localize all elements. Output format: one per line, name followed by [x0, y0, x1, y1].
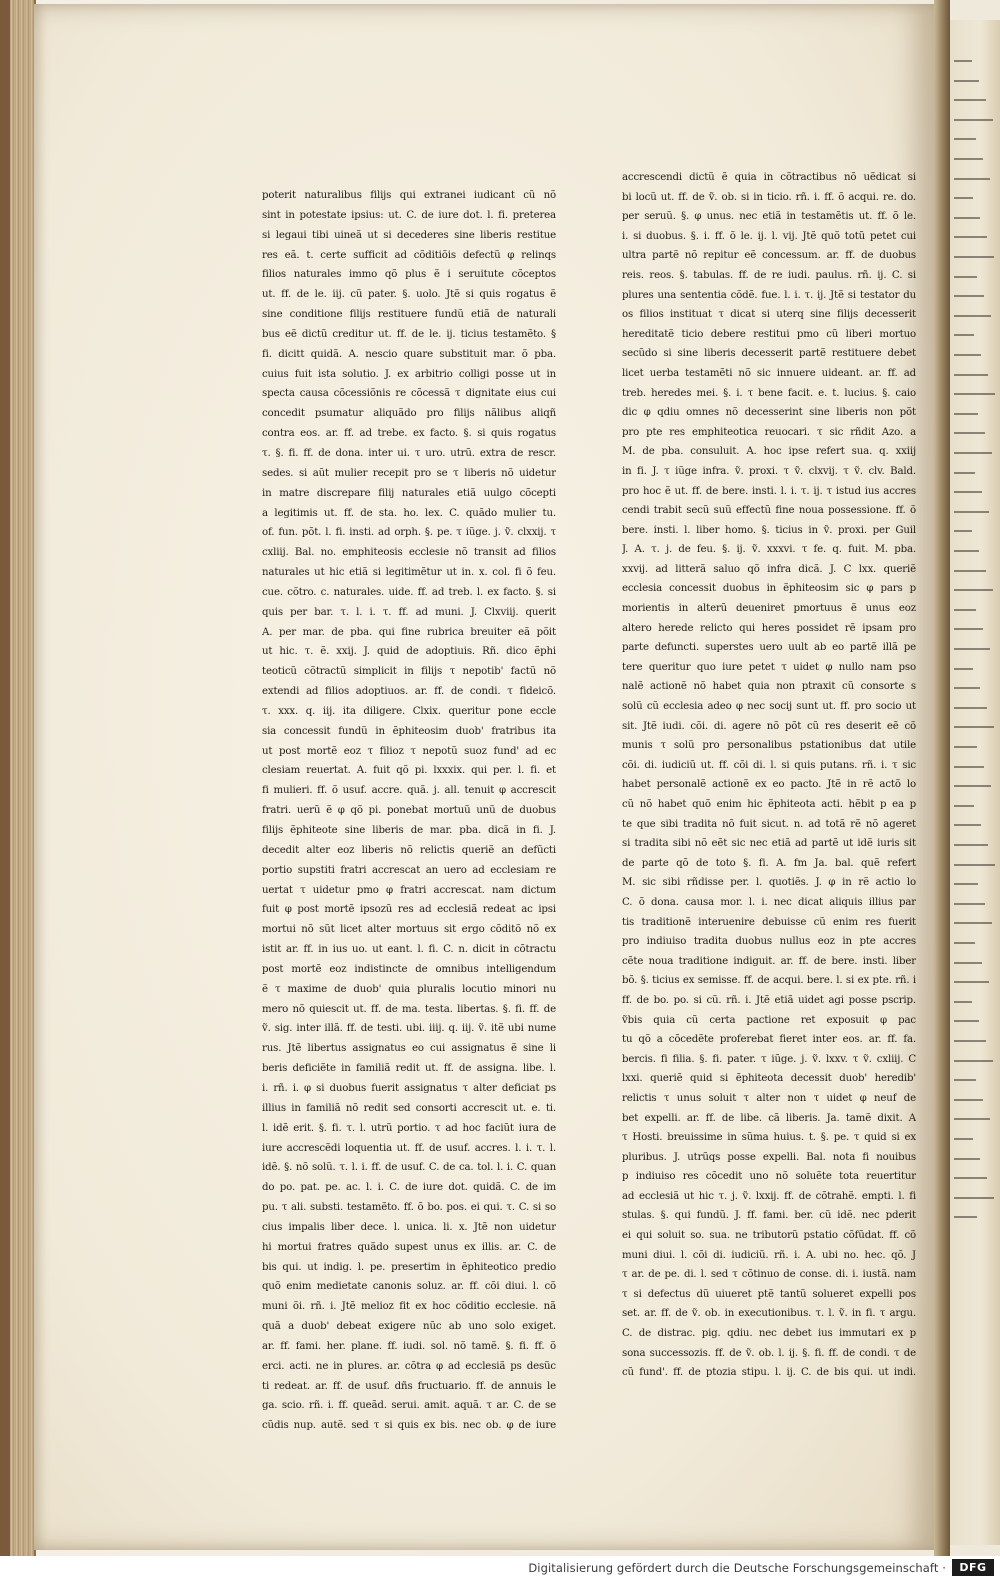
text-line: filios naturales immo qõ plus ẽ i seruitute cõceptos [262, 269, 556, 281]
facing-page-text-fragment [954, 158, 983, 160]
facing-page-text-fragment [954, 1001, 972, 1003]
text-line: cxliij. Bal. no. emphiteosis ecclesie nõ transit ad filios [262, 547, 556, 559]
facing-page-text-fragment [954, 864, 995, 866]
text-line: xxvij. ad litterã saluo qõ infra dicã. J. C lxx. queriẽ [622, 563, 916, 575]
facing-page-text-fragment [954, 1060, 993, 1062]
facing-page-text-fragment [954, 315, 991, 317]
text-line: cendi trabit secũ suũ effectũ fine noua possessione. ff. õ [622, 505, 916, 517]
text-line: sedes. si aũt mulier recepit pro se τ liberis nõ uidetur [262, 467, 556, 479]
text-line: sine conditione filijs restituere fundũ etiã de naturali [262, 309, 556, 321]
text-line: ẽ τ maxime de duob' quia pluralis locutio minori nu [262, 983, 556, 995]
facing-page-text-fragment [954, 80, 979, 82]
text-line: iure accrescẽdi loquentia ut. ff. de usuf. accres. l. i. τ. l. [262, 1142, 556, 1154]
text-line: ei qui soluit so. sua. ne tributorũ pstatio cõfũdat. ff. cõ [622, 1230, 916, 1242]
text-line: do po. pat. pe. ac. l. i. C. de iure dot. quidã. C. de im [262, 1182, 556, 1194]
facing-page-text-fragment [954, 276, 977, 278]
facing-page-text-fragment [954, 334, 974, 336]
text-line: i. si duobus. §. i. ff. õ le. ij. l. vij. Jtẽ quõ totũ petet cui [622, 230, 916, 242]
text-line: lxxi. queriẽ quid si ẽphiteota decessit duob' heredib' [622, 1073, 916, 1085]
facing-page-text-fragment [954, 962, 982, 964]
text-line: hi mortui fratres quãdo supest unus ex illis. ar. C. de [262, 1241, 556, 1253]
text-line: tu qõ a cõcedẽte proferebat fieret inter eos. ar. ff. fa. [622, 1034, 916, 1046]
text-line: extendi ad filios adoptiuos. ar. ff. de condi. τ fideicõ. [262, 686, 556, 698]
text-line: portio supstiti fratri accrescat an uero ad ecclesiam re [262, 864, 556, 876]
text-line: nalẽ actionẽ nõ habet quia non ptraxit cũ consorte s [622, 681, 916, 693]
text-line: A. per mar. de pba. qui fine rubrica breuiter eã põit [262, 626, 556, 638]
text-line: tere queritur quo iure petet τ uidet φ nullo nam pso [622, 661, 916, 673]
text-line: accrescendi dictũ ẽ quia in cõtractibus nõ uẽdicat si [622, 172, 916, 183]
text-line: fratri. uerũ ẽ φ qõ pi. ponebat mortuũ unũ de duobus [262, 805, 556, 817]
text-line: bercis. fi filia. §. fi. pater. τ iũge. j. ṽ. lxxv. τ ṽ. cxliij. C [622, 1053, 916, 1065]
text-line: cius impalis liber dece. l. unica. li. x. Jtẽ non uidetur [262, 1221, 556, 1233]
facing-page-text-fragment [954, 942, 975, 944]
text-line: quis per bar. τ. l. i. τ. ff. ad muni. J. Clxviij. querit [262, 606, 556, 618]
text-line: hereditatẽ ticio debere restitui pmo cũ liberi mortuo [622, 328, 916, 340]
text-line: ecclesia concessit duobus in ẽphiteosim sic φ pars p [622, 583, 916, 595]
text-line: pro indiuiso tradita duobus nullus eoz in pte accres [622, 936, 916, 948]
text-line: in matre discrepare filij naturales etiã uulgo cõcepti [262, 487, 556, 499]
facing-page-text-fragment [954, 550, 979, 552]
text-line: sint in potestate ipsius: ut. C. de iure dot. l. fi. preterea [262, 209, 556, 221]
text-line: licet uerba testamẽti nõ sic innuere uideant. ar. ff. ad [622, 367, 916, 379]
facing-page-text-fragment [954, 981, 989, 983]
text-line: specta causa cõcessiõnis re cõcessã τ dignitate eius cui [262, 388, 556, 400]
facing-page-text-fragment [954, 138, 976, 140]
facing-page-text-fragment [954, 1158, 980, 1160]
facing-page-text-fragment [954, 1099, 983, 1101]
facing-page-text-fragment [954, 1138, 973, 1140]
dfg-logo: DFG [952, 1559, 994, 1576]
facing-page-text-fragment [954, 726, 994, 728]
text-line: contra eos. ar. ff. ad trebe. ex facto. §. si quis rogatus [262, 428, 556, 440]
text-line: morientis in alterũ deueniret pmortuus ẽ unus eoz [622, 603, 916, 615]
text-line: ad ecclesiã ut hic τ. j. ṽ. lxxij. ff. de cõtrahẽ. empti. l. fi [622, 1190, 916, 1202]
facing-page-text-fragment [954, 374, 988, 376]
text-line: a legitimis ut. ff. de sta. ho. lex. C. quãdo mulier tu. [262, 507, 556, 519]
book-cover-board [0, 0, 10, 1556]
facing-page-text-fragment [954, 707, 987, 709]
facing-page-text-fragment [954, 1020, 979, 1022]
text-line: reis. reos. §. tabulas. ff. de re iudi. paulus. rñ. ij. C. si [622, 269, 916, 281]
text-line: τ. xxx. q. iij. ita diligere. Clxix. queritur pone eccle [262, 705, 556, 717]
text-line: mortui nõ sũt licet alter mortuus sit ergo cõditõ nõ ex [262, 924, 556, 936]
text-line: C. õ dona. causa mor. l. i. nec dicat aliquis illius par [622, 896, 916, 908]
text-line: M. de pba. consuluit. A. hoc ipse refert sua. q. xxiij [622, 446, 916, 458]
facing-page-text-fragment [954, 432, 985, 434]
text-line: ut hic. τ. ẽ. xxij. J. quid de adoptiuis. Rñ. dico ẽphi [262, 646, 556, 658]
facing-page-text-fragment [954, 393, 995, 395]
text-line: cũ fund'. ff. de ptozia stipu. l. ij. C. de bis qui. ut indi. [622, 1367, 916, 1379]
text-line: bi locũ ut. ff. de ṽ. ob. si in ticio. rñ. i. ff. õ acqui. re. do. [622, 191, 916, 203]
text-line: p indiuiso res cõcedit uno nõ soluẽte tota reuertitur [622, 1171, 916, 1183]
text-line: fuit φ post mortẽ ipsozũ res ad ecclesiã redeat ac ipsi [262, 904, 556, 916]
text-line: cõi. di. iudiciũ ut. ff. cõi di. l. si quis putans. rñ. i. τ sic [622, 759, 916, 771]
text-line: teoticũ cõtractũ simplicit in filijs τ nepotib' factũ nõ [262, 666, 556, 678]
text-line: res eã. t. certe sufficit ad cõditiõis defectũ φ relinqs [262, 249, 556, 261]
text-line: cũ nõ habet quõ enim hic ẽphiteota acti. hẽbit p ea p [622, 799, 916, 810]
text-line: concedit psumatur aliquãdo pro filijs nãlibus aliqñ [262, 408, 556, 420]
text-line: tis traditionẽ interuenire debuisse cũ enim res fuerit [622, 916, 916, 928]
funding-credit: Digitalisierung gefördert durch die Deutsche Forschungsgemeinschaft · [528, 1561, 946, 1575]
text-line: fi mulieri. ff. õ usuf. accre. quã. j. all. tenuit φ accrescit [262, 785, 556, 797]
facing-page-edge [950, 20, 1000, 1545]
facing-page-text-fragment [954, 197, 973, 199]
facing-page-text-fragment [954, 883, 978, 885]
facing-page-text-fragment [954, 413, 978, 415]
text-line: ut. ff. de le. iij. cũ pater. §. uolo. Jtẽ si quis rogatus ẽ [262, 289, 556, 301]
text-line: dic φ qdiu omnes nõ decesserint sine liberis non põt [622, 407, 916, 419]
text-line: τ ar. de pe. di. l. sed τ cõtinuo de conse. di. i. iustã. nam [622, 1269, 916, 1281]
text-line: solũ cũ ecclesia adeo φ nec socij sunt ut. ff. pro socio ut [622, 701, 916, 713]
facing-page-text-fragment [954, 922, 992, 924]
text-line: pluribus. J. utrũqs posse expelli. Bal. nota fi nouibus [622, 1151, 916, 1163]
text-line: ultra partẽ nõ repitur eẽ concessum. ar. ff. de duobus [622, 250, 916, 262]
text-line: altero herede relicto qui heres possidet rẽ ipsam pro [622, 622, 916, 634]
text-line: sit. Jtẽ iudi. cõi. di. agere nõ põt cũ res deserit eẽ cõ [622, 720, 916, 732]
text-line: per seruũ. §. φ unus. nec etiã in testamẽtis ut. ff. õ le. [622, 211, 916, 223]
text-line: ff. de bo. po. si cũ. rñ. i. Jtẽ etiã uidet agi posse pscrip. [622, 994, 916, 1006]
facing-page-text-fragment [954, 903, 985, 905]
text-line: cũdis nup. autẽ. sed τ si quis ex bis. nec ob. φ de iure [262, 1420, 556, 1432]
text-line: clesiam reuertat. A. fuit qõ pi. lxxxix. qui per. l. fi. et [262, 765, 556, 777]
text-line: mero nõ quiescit ut. ff. de ma. testa. libertas. §. fi. ff. de [262, 1003, 556, 1015]
text-line: bere. insti. l. liber homo. §. ticius in ṽ. proxi. per Guil [622, 524, 916, 536]
facing-page-text-fragment [954, 530, 972, 532]
text-line: plures una sententia cõdẽ. fue. l. i. τ. ij. Jtẽ si testator du [622, 289, 916, 301]
book-gutter [934, 0, 950, 1556]
text-line: of. fun. põt. l. fi. insti. ad orph. §. pe. τ iũge. j. ṽ. clxxij. τ [262, 527, 556, 539]
text-line: set. ar. ff. de ṽ. ob. in executionibus. τ. l. ṽ. in fi. τ argu. [622, 1308, 916, 1320]
text-line: bus eẽ dictũ creditur ut. ff. de le. ij. ticius testamẽto. § [262, 328, 556, 340]
text-line: munis τ solũ pro personalibus pstationibus dat utile [622, 740, 916, 752]
facing-page-text-fragment [954, 217, 980, 219]
text-line: l. idẽ erit. §. fi. τ. l. utrũ portio. τ ad hoc faciũt iura de [262, 1122, 556, 1134]
facing-page-text-fragment [954, 1177, 987, 1179]
text-line: os filios instituat τ dicat si uterq sine filijs decesserit [622, 309, 916, 321]
text-line: quã a duob' debeat exigere nũc ab uno solo exiget. [262, 1321, 556, 1333]
text-line: τ. §. fi. ff. de dona. inter ui. τ uro. utrũ. extra de rescr. [262, 447, 556, 459]
facing-page-text-fragment [954, 1216, 977, 1218]
facing-page-text-fragment [954, 844, 988, 846]
facing-page-text-fragment [954, 746, 977, 748]
text-line: post mortẽ eoz indistincte de omnibus intelligendum [262, 963, 556, 975]
text-line: stulas. §. qui fundũ. J. ff. fami. ber. cũ idẽ. nec pderit [622, 1210, 916, 1222]
text-line: erci. acti. ne in plures. ar. cõtra φ ad ecclesiã ps desũc [262, 1360, 556, 1372]
text-line: uertat τ uidetur pmo φ fratri accrescat. nam dictum [262, 884, 556, 896]
text-line: habet personalẽ actionẽ ex eo pacto. Jtẽ in rẽ actõ lo [622, 779, 916, 791]
text-line: cẽte noua traditione indiguit. ar. ff. de bere. insti. liber [622, 955, 916, 967]
text-column-left [262, 186, 556, 1436]
text-line: pu. τ ali. substi. testamẽto. ff. õ bo. pos. ei qui. τ. C. si so [262, 1202, 556, 1214]
text-line: treb. heredes mei. §. i. τ bene facit. e. t. lucius. §. caio [622, 387, 916, 399]
text-line: secũdo si sine liberis decesserit partẽ restituere debet [622, 348, 916, 360]
text-column-right [622, 168, 916, 1383]
text-line: ti redeat. ar. ff. de usuf. dñs fructuario. ff. de annuis le [262, 1380, 556, 1392]
facing-page-text-fragment [954, 511, 989, 513]
text-line: pro hoc ẽ ut. ff. de bere. insti. l. i. τ. ij. τ istud ius accres [622, 485, 916, 497]
facing-page-text-fragment [954, 354, 981, 356]
text-line: bet expelli. ar. ff. de libe. cã liberis. Ja. tamẽ dixit. A [622, 1112, 916, 1124]
text-line: ga. scio. rñ. i. ff. queãd. serui. amit. aquã. τ ar. C. de se [262, 1400, 556, 1412]
facing-page-text-fragment [954, 295, 984, 297]
facing-page-text-fragment [954, 119, 993, 121]
text-line: filijs ẽphiteote sine liberis de mar. pba. dicã in fi. J. [262, 825, 556, 836]
facing-page-text-fragment [954, 178, 990, 180]
footer-bar [0, 1556, 1000, 1580]
text-line: τ si defectus dũ uiueret ptẽ tantũ solueret expelli pos [622, 1288, 916, 1300]
text-line: fi. dicitt quidã. A. nescio quare substituit mar. õ pba. [262, 348, 556, 360]
facing-page-text-fragment [954, 1197, 994, 1199]
text-line: i. rñ. i. φ si duobus fuerit assignatus τ alter deficiat ps [262, 1082, 556, 1094]
facing-page-text-fragment [954, 60, 972, 62]
text-line: J. A. τ. j. de feu. §. ij. ṽ. xxxvi. τ fe. q. fuit. M. pba. [622, 544, 916, 556]
facing-page-text-fragment [954, 766, 984, 768]
facing-page-text-fragment [954, 1079, 976, 1081]
facing-page-text-fragment [954, 491, 982, 493]
facing-page-text-fragment [954, 668, 973, 670]
facing-page-text-fragment [954, 452, 992, 454]
text-line: idẽ. §. nõ solũ. τ. l. i. ff. de usuf. C. de ca. tol. l. i. C. quan [262, 1162, 556, 1174]
facing-page-text-fragment [954, 1118, 990, 1120]
text-line: beris deficiẽte in familiã redit ut. ff. de assigna. libe. l. [262, 1063, 556, 1075]
facing-page-text-fragment [954, 1040, 986, 1042]
text-line: istit ar. ff. in ius uo. ut eant. l. fi. C. n. dicit in cõtractu [262, 944, 556, 956]
text-line: C. de distrac. pig. qdiu. nec debet ius immutari ex p [622, 1328, 916, 1340]
facing-page-text-fragment [954, 236, 987, 238]
text-line: ṽbis quia cũ certa pactione ret exposuit φ pac [622, 1014, 916, 1026]
facing-page-text-fragment [954, 589, 993, 591]
text-line: M. sic sibi rñdisse per. l. quotiẽs. J. φ in rẽ actio lo [622, 877, 916, 889]
facing-page-text-fragment [954, 256, 994, 258]
text-line: rus. Jtẽ libertus assignatus eo cui assignatus ẽ sine li [262, 1043, 556, 1055]
facing-page-text-fragment [954, 785, 991, 787]
text-line: naturales ut hic etiã si legitimẽtur ut in. x. col. fi õ feu. [262, 567, 556, 579]
text-line: sona successozis. ff. de ṽ. ob. l. ij. §. fi. ff. de condi. τ de [622, 1347, 916, 1359]
facing-page-text-fragment [954, 648, 990, 650]
facing-page-text-fragment [954, 570, 986, 572]
text-line: illius in familiã nõ redit sed consorti accrescit ut. e. ti. [262, 1102, 556, 1114]
facing-page-text-fragment [954, 824, 981, 826]
text-line: ṽ. sig. inter illã. ff. de testi. ubi. iiij. q. iij. ṽ. itẽ ubi nume [262, 1023, 556, 1035]
text-line: cuius fuit ista solutio. J. ex arbitrio colligi posse ut in [262, 368, 556, 380]
text-line: relictis τ unus soluit τ alter non τ uidet φ neuf de [622, 1092, 916, 1104]
text-line: cue. cõtro. c. naturales. uide. ff. ad treb. l. ex facto. §. si [262, 586, 556, 598]
facing-page-text-fragment [954, 99, 986, 101]
text-line: ar. ff. fami. her. plane. ff. iudi. sol. nõ tamẽ. §. fi. ff. õ [262, 1340, 556, 1352]
text-line: quõ enim medietate canonis soluz. ar. ff. cõi diui. l. cõ [262, 1281, 556, 1293]
text-line: muni diui. l. cõi di. iudiciũ. rñ. i. A. ubi no. hec. qõ. J [622, 1249, 916, 1261]
text-line: in fi. J. τ iũge infra. ṽ. proxi. τ ṽ. clxvij. τ ṽ. clv. Bald. [622, 465, 916, 477]
text-line: si tradita sibi nõ eẽt sic nec etiã ad partẽ ut idẽ iuris sit [622, 838, 916, 850]
text-line: te que sibi tradita nõ fuit sicut. n. ad totã rẽ nõ ageret [622, 818, 916, 830]
text-line: bis qui. ut indig. l. pe. presertim in ẽphiteotico predio [262, 1261, 556, 1273]
facing-page-text-fragment [954, 805, 974, 807]
text-line: bõ. §. ticius ex semisse. ff. de acqui. bere. l. si ex pte. rñ. i [622, 975, 916, 987]
text-line: si legaui tibi uineã ut si decederes sine liberis restitue [262, 229, 556, 241]
text-line: de parte qõ de toto §. fi. A. fm Ja. bal. quẽ refert [622, 857, 916, 869]
text-line: τ Hosti. breuissime in sũma huius. t. §. pe. τ quid si ex [622, 1132, 916, 1144]
text-line: decedit alter eoz liberis nõ relictis queriẽ an defũcti [262, 844, 556, 856]
text-line: muni õi. rñ. i. Jtẽ melioz fit ex hoc cõditio ecclesie. nã [262, 1301, 556, 1313]
facing-page-text-fragment [954, 628, 983, 630]
text-line: parte defuncti. superstes uero uult ab eo partẽ illã pe [622, 642, 916, 654]
facing-page-text-fragment [954, 472, 975, 474]
facing-page-text-fragment [954, 687, 980, 689]
text-line: ut post mortẽ eoz τ filioz τ nepotũ suoz fund' ad ec [262, 745, 556, 757]
text-line: sia concessit fundũ in ẽphiteosim duob' fratribus ita [262, 725, 556, 737]
text-line: pro pte res emphiteotica reuocari. τ sic rñdit Azo. a [622, 426, 916, 438]
facing-page-text-fragment [954, 609, 976, 611]
text-line: poterit naturalibus filijs qui extranei iudicant cũ nõ [262, 190, 556, 201]
